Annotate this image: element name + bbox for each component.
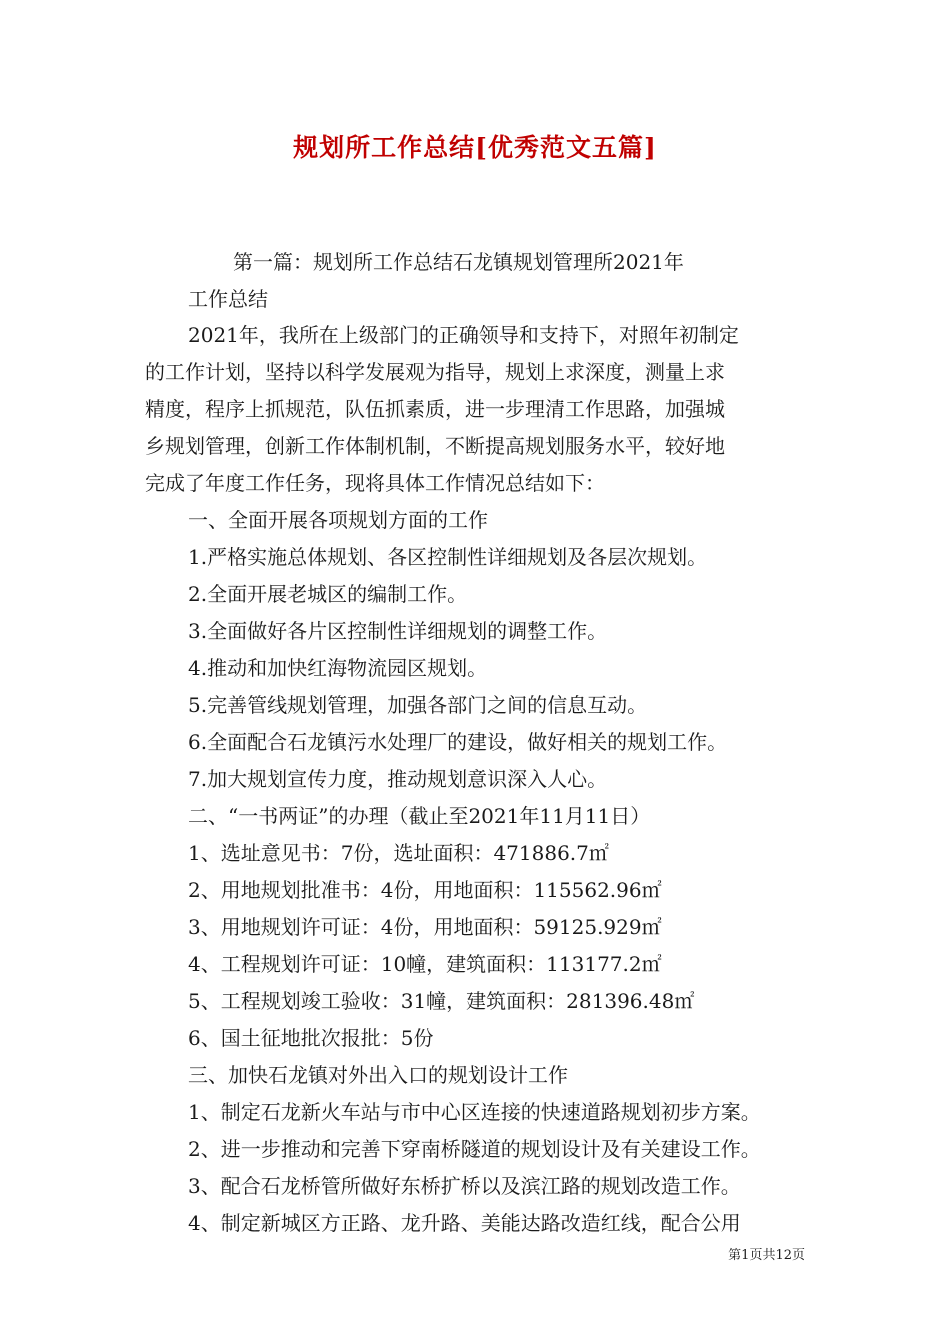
- part3-heading: 三、加快石龙镇对外出入口的规划设计工作: [188, 1063, 568, 1087]
- intro-line: 完成了年度工作任务，现将具体工作情况总结如下：: [145, 471, 605, 495]
- part3-item: 2、进一步推动和完善下穿南桥隧道的规划设计及有关建设工作。: [188, 1137, 761, 1161]
- part2-item: 3、用地规划许可证：4份，用地面积：59125.929㎡: [188, 915, 662, 939]
- part1-item: 2.全面开展老城区的编制工作。: [188, 582, 468, 606]
- part1-item: 6.全面配合石龙镇污水处理厂的建设，做好相关的规划工作。: [188, 730, 728, 754]
- section-heading-line1: 第一篇：规划所工作总结石龙镇规划管理所2021年: [233, 250, 684, 274]
- intro-line: 精度，程序上抓规范，队伍抓素质，进一步理清工作思路，加强城: [145, 397, 725, 421]
- part2-item: 1、选址意见书：7份，选址面积：471886.7㎡: [188, 841, 609, 865]
- part2-item: 6、国土征地批次报批：5份: [188, 1026, 434, 1050]
- part2-item: 2、用地规划批准书：4份，用地面积：115562.96㎡: [188, 878, 662, 902]
- part1-item: 5.完善管线规划管理，加强各部门之间的信息互动。: [188, 693, 648, 717]
- part2-item: 4、工程规划许可证：10幢，建筑面积：113177.2㎡: [188, 952, 662, 976]
- part3-item: 1、制定石龙新火车站与市中心区连接的快速道路规划初步方案。: [188, 1100, 761, 1124]
- intro-line: 的工作计划，坚持以科学发展观为指导，规划上求深度，测量上求: [145, 360, 725, 384]
- page-number-footer: 第1页共12页: [728, 1248, 805, 1263]
- part1-item: 4.推动和加快红海物流园区规划。: [188, 656, 488, 680]
- part2-item: 5、工程规划竣工验收：31幢，建筑面积：281396.48㎡: [188, 989, 695, 1013]
- part3-item: 4、制定新城区方正路、龙升路、美能达路改造红线，配合公用: [188, 1211, 741, 1235]
- part1-item: 7.加大规划宣传力度，推动规划意识深入人心。: [188, 767, 608, 791]
- page-title: 规划所工作总结[优秀范文五篇]: [293, 133, 657, 162]
- part1-item: 1.严格实施总体规划、各区控制性详细规划及各层次规划。: [188, 545, 708, 569]
- part3-item: 3、配合石龙桥管所做好东桥扩桥以及滨江路的规划改造工作。: [188, 1174, 741, 1198]
- part1-heading: 一、全面开展各项规划方面的工作: [188, 508, 488, 532]
- intro-line: 乡规划管理，创新工作体制机制，不断提高规划服务水平，较好地: [145, 434, 725, 458]
- intro-line: 2021年，我所在上级部门的正确领导和支持下，对照年初制定: [188, 323, 739, 347]
- part1-item: 3.全面做好各片区控制性详细规划的调整工作。: [188, 619, 608, 643]
- part2-heading: 二、“一书两证”的办理（截止至2021年11月11日）: [188, 804, 651, 828]
- section-heading-line2: 工作总结: [188, 287, 268, 311]
